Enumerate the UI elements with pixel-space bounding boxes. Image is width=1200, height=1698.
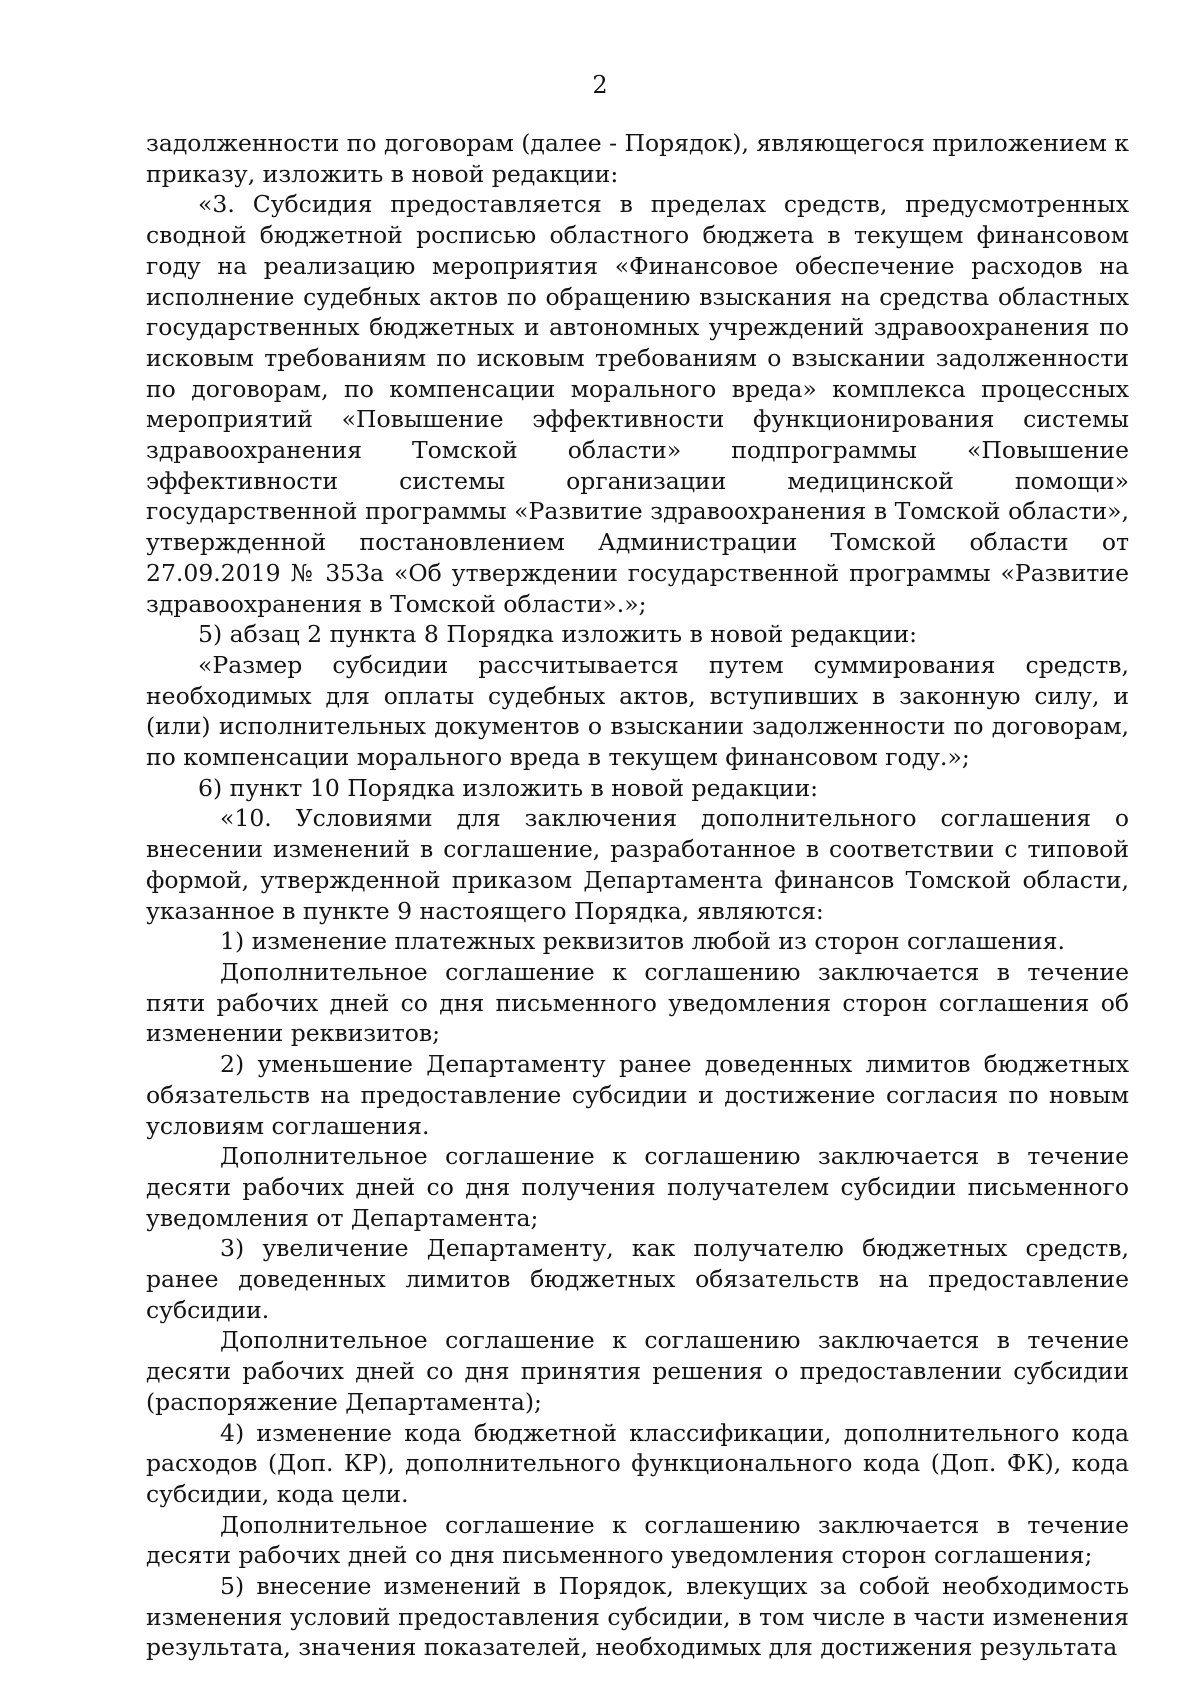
paragraph-item-5: 5) абзац 2 пункта 8 Порядка изложить в новой редакции: [198, 620, 918, 649]
paragraph-clause-3: «3. Субсидия предоставляется в пределах средств, предусмотренных сводной бюджетной росписью областного бюджета в текущем финансовом году на реализацию мероприятия «Финансовое обеспечение расходов на исполнение судебных актов по обращению взыскания на средства областных государственных бюджетных и автономных учреждений здравоохранения по исковым требованиям по исковым требованиям о взыскании задолженности по договорам, по компенсации морального вреда» комплекса процессных мероприятий «Повышение эффективности функционирования системы здравоохранения Томской области» подпрограммы «Повышение эффективности системы организации медицинской помощи» государственной программы «Развитие здравоохранения в Томской области», утвержденной постановлением Администрации Томской области от 27.09.2019 № 353а «Об утверждении государственной программы «Развитие здравоохранения в Томской области».»; [146, 190, 1129, 618]
paragraph-agreement-term-1: Дополнительное соглашение к соглашению заключается в течение пяти рабочих дней со дня письменного уведомления сторон соглашения об изменении реквизитов; [146, 957, 1129, 1048]
paragraph-condition-3: 3) увеличение Департаменту, как получателю бюджетных средств, ранее доведенных лимитов бюджетных обязательств на предоставление субсидии. [146, 1234, 1129, 1324]
paragraph-agreement-term-3: Дополнительное соглашение к соглашению заключается в течение десяти рабочих дней со дня принятия решения о предоставлении субсидии (распоряжение Департамента); [146, 1326, 1129, 1416]
paragraph-condition-5: 5) внесение изменений в Порядок, влекущих за собой необходимость изменения условий предоставления субсидии, в том числе в части изменения результата, значения показателей, необходимых для достижения результата [146, 1572, 1129, 1662]
page-number: 2 [592, 71, 608, 99]
paragraph-continuation: задолженности по договорам (далее - Порядок), являющегося приложением к приказу, изложить в новой редакции: [146, 129, 1129, 188]
paragraph-condition-4: 4) изменение кода бюджетной классификации, дополнительного кода расходов (Доп. КР), дополнительного функционального кода (Доп. ФК), кода субсидии, кода цели. [146, 1418, 1129, 1508]
paragraph-clause-10: «10. Условиями для заключения дополнительного соглашения о внесении изменений в соглашение, разработанное в соответствии с типовой формой, утвержденной приказом Департамента финансов Томской области, указанное в пункте 9 настоящего Порядка, являются: [146, 804, 1129, 925]
paragraph-condition-2: 2) уменьшение Департаменту ранее доведенных лимитов бюджетных обязательств на предоставление субсидии и достижение согласия по новым условиям соглашения. [146, 1050, 1129, 1140]
paragraph-agreement-term-2: Дополнительное соглашение к соглашению заключается в течение десяти рабочих дней со дня получения получателем субсидии письменного уведомления от Департамента; [146, 1142, 1129, 1232]
paragraph-agreement-term-4: Дополнительное соглашение к соглашению заключается в течение десяти рабочих дней со дня письменного уведомления сторон соглашения; [146, 1510, 1129, 1570]
paragraph-subsidy-size: «Размер субсидии рассчитывается путем суммирования средств, необходимых для оплаты судебных актов, вступивших в законную силу, и (или) исполнительных документов о взыскании задолженности по договорам, по компенсации морального вреда в текущем финансовом году.»; [146, 650, 1129, 772]
document-body [146, 128, 1129, 1663]
paragraph-condition-1: 1) изменение платежных реквизитов любой из сторон соглашения. [220, 927, 1065, 956]
paragraph-item-6: 6) пункт 10 Порядка изложить в новой редакции: [198, 773, 819, 802]
